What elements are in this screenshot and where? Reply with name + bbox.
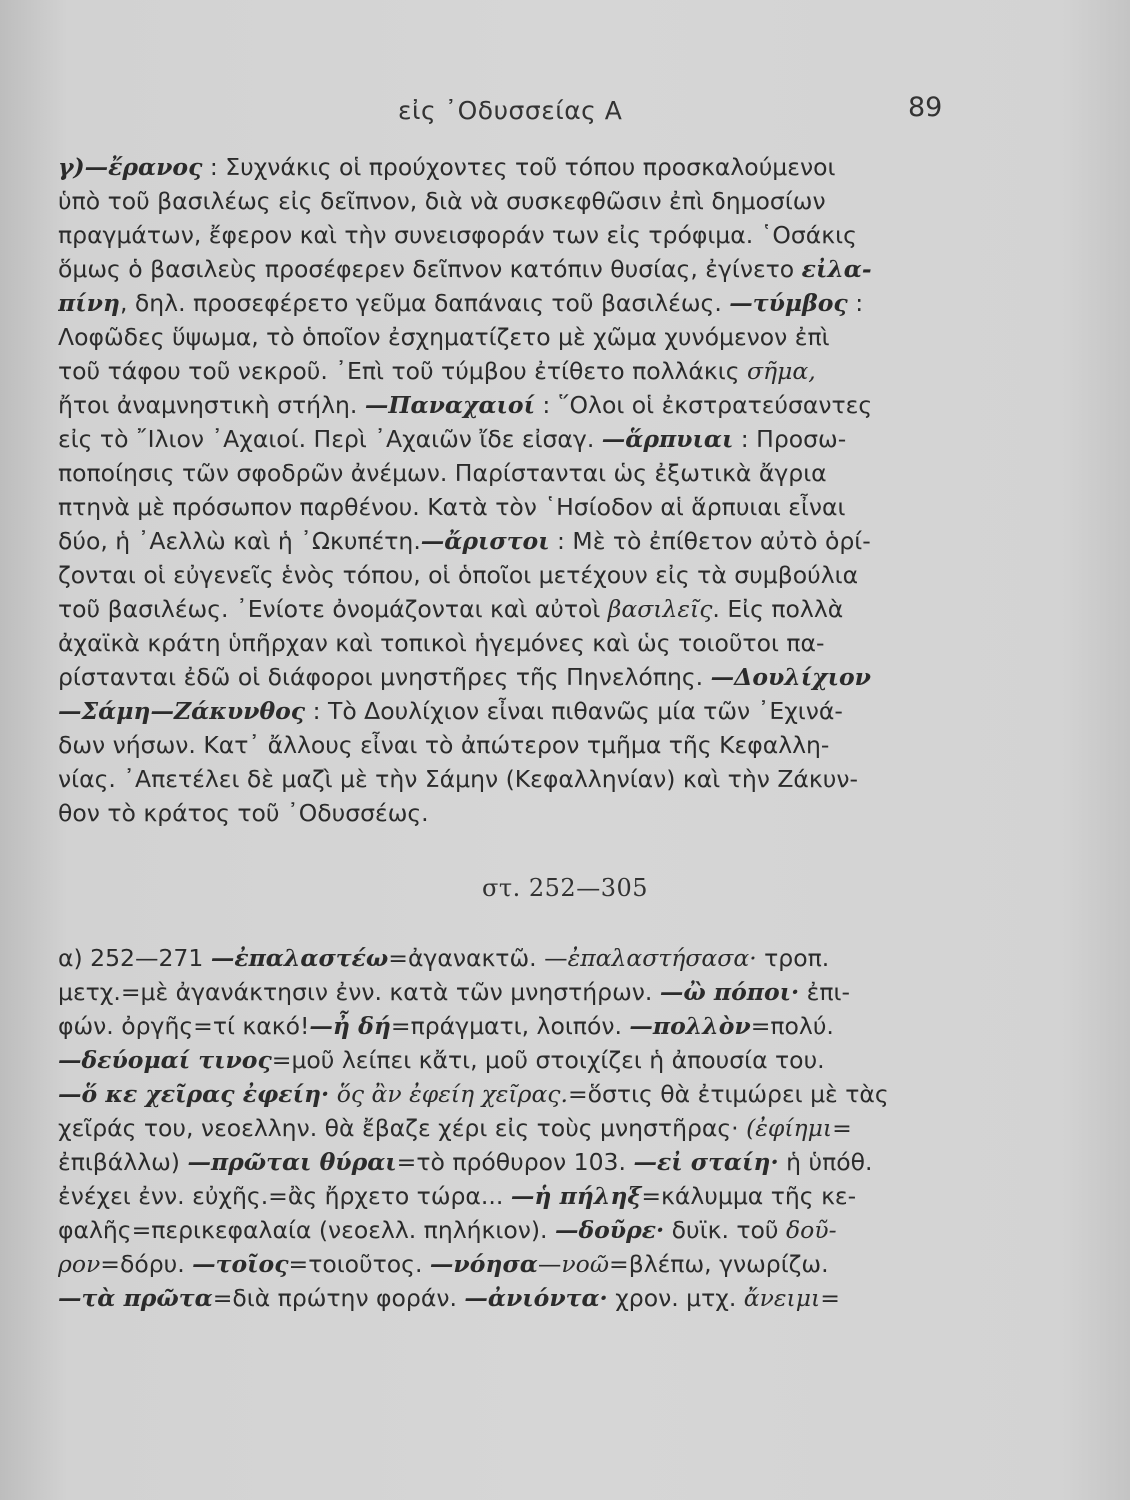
text-line xyxy=(58,320,978,354)
text-segment: χρον. μτχ. xyxy=(607,1284,744,1312)
text-segment: εἰς τὸ ῎Ιλιον ᾿Αχαιοί. Περὶ ᾿Αχαιῶν ἴδε εἰσαγ. xyxy=(58,425,602,453)
glossary-term: —Δουλίχιον xyxy=(710,663,871,691)
text-segment: =πολύ. xyxy=(750,1012,834,1040)
glossary-term: —νόησα xyxy=(429,1250,538,1278)
text-line xyxy=(58,626,978,660)
text-segment: — xyxy=(537,1250,562,1278)
text-segment: : ῞Ολοι οἱ ἐκστρατεύσαντες xyxy=(534,391,873,419)
text-segment: δων νήσων. Κατ᾿ ἄλλους εἶναι τὸ ἀπώτερον τμῆμα τῆς Κεφαλλη- xyxy=(58,731,830,759)
text-line xyxy=(58,354,978,388)
glossary-term: —ἅρπυιαι xyxy=(601,425,734,453)
text-line xyxy=(58,558,978,592)
text-segment: ρίστανται ἐδῶ οἱ διάφοροι μνηστῆρες τῆς Πηνελόπης. xyxy=(58,663,711,691)
glossary-term: —ὅ κε χεῖρας ἐφείη· xyxy=(58,1080,330,1108)
text-line xyxy=(58,184,978,218)
text-segment: πραγμάτων, ἔφερον καὶ τὴν συνεισφοράν των εἰς τρόφιμα. ῾Οσάκις xyxy=(58,221,857,249)
text-line xyxy=(58,524,978,558)
text-line xyxy=(58,252,978,286)
text-segment: =διὰ πρώτην φοράν. xyxy=(212,1284,465,1312)
text-segment: πτηνὰ μὲ πρόσωπον παρθένου. Κατὰ τὸν ῾Ησίοδον αἱ ἅρπυιαι εἶναι xyxy=(58,493,846,521)
commentary-section-2 xyxy=(58,941,978,1315)
text-line xyxy=(58,941,978,975)
glossary-term: —ἐπαλαστέω xyxy=(210,944,389,972)
italic-quote: ὅς ἂν ἐφείη χεῖρας. xyxy=(336,1080,568,1108)
text-line xyxy=(58,1179,978,1213)
glossary-term: πίνη xyxy=(58,289,120,317)
running-title: εἰς ᾿Οδυσσείας Α xyxy=(398,96,623,125)
glossary-term: —Σάμη—Ζάκυνθος xyxy=(58,697,306,725)
text-line xyxy=(58,728,978,762)
text-segment: =δόρυ. xyxy=(100,1250,193,1278)
text-segment: ζονται οἱ εὐγενεῖς ἑνὸς τόπου, οἱ ὁποῖοι μετέχουν εἰς τὰ συμβούλια xyxy=(58,561,859,589)
text-segment: : Προσω- xyxy=(733,425,847,453)
text-segment: . Εἰς πολλὰ xyxy=(712,595,844,623)
glossary-term: —πολλὸν xyxy=(629,1012,751,1040)
text-segment: νίας. ᾿Απετέλει δὲ μαζὶ μὲ τὴν Σάμην (Κεφαλληνίαν) καὶ τὴν Ζάκυν- xyxy=(58,765,858,793)
text-segment: ἐπιβάλλω) xyxy=(58,1148,188,1176)
text-segment: τοῦ τάφου τοῦ νεκροῦ. ᾿Επὶ τοῦ τύμβου ἐτίθετο πολλάκις xyxy=(58,357,747,385)
text-segment: =μοῦ λείπει κἄτι, μοῦ στοιχίζει ἡ ἀπουσία του. xyxy=(271,1046,825,1074)
glossary-term: γ)—ἔρανος xyxy=(58,153,203,181)
text-line xyxy=(58,286,978,320)
italic-quote: ἄνειμι= xyxy=(743,1284,840,1312)
glossary-term: —ἡ πήληξ xyxy=(510,1182,642,1210)
text-line xyxy=(58,388,978,422)
text-segment: : Μὲ τὸ ἐπίθετον αὐτὸ ὁρί- xyxy=(549,527,871,555)
text-segment: ἡ ὑπόθ. xyxy=(778,1148,873,1176)
text-segment: δύο, ἡ ᾿Αελλὼ καὶ ἡ ᾿Ωκυπέτη. xyxy=(58,527,421,555)
text-segment: φαλῆς=περικεφαλαία (νεοελλ. πηλήκιον). xyxy=(58,1216,555,1244)
text-line xyxy=(58,1077,978,1111)
text-segment: =πράγματι, λοιπόν. xyxy=(390,1012,630,1040)
glossary-term: εἰλα- xyxy=(801,255,872,283)
text-segment: φών. ὀργῆς=τί κακό! xyxy=(58,1012,310,1040)
glossary-term: —τοῖος xyxy=(192,1250,289,1278)
text-segment: Λοφῶδες ὕψωμα, τὸ ὁποῖον ἐσχηματίζετο μὲ χῶμα χυνόμενον ἐπὶ xyxy=(58,323,830,351)
text-segment: τροπ. xyxy=(756,944,830,972)
italic-quote: (ἐφίημι= xyxy=(746,1114,852,1142)
text-line xyxy=(58,1111,978,1145)
text-segment: χεῖράς του, νεοελλην. θὰ ἔβαζε χέρι εἰς τοὺς μνηστῆρας· xyxy=(58,1114,747,1142)
text-line xyxy=(58,490,978,524)
glossary-term: —δοῦρε· xyxy=(554,1216,665,1244)
glossary-term: —ἦ δή xyxy=(309,1012,391,1040)
text-segment: =τὸ πρόθυρον 103. xyxy=(396,1148,634,1176)
text-segment: ἤτοι ἀναμνηστικὴ στήλη. xyxy=(58,391,365,419)
text-line xyxy=(58,592,978,626)
text-segment: ὅμως ὁ βασιλεὺς προσέφερεν δεῖπνον κατόπιν θυσίας, ἐγίνετο xyxy=(58,255,802,283)
italic-quote: δοῦ- xyxy=(785,1216,837,1244)
text-line xyxy=(58,1009,978,1043)
text-line xyxy=(58,1043,978,1077)
page-header xyxy=(0,92,1130,132)
text-line xyxy=(58,762,978,796)
italic-quote: βασιλεῖς xyxy=(607,595,713,623)
section-heading: στ. 252—305 xyxy=(481,874,649,902)
text-segment: : Συχνάκις οἱ προύχοντες τοῦ τόπου προσκαλούμενοι xyxy=(202,153,836,181)
glossary-term: —ὢ πόποι· xyxy=(659,978,800,1006)
glossary-term: —τύμβος xyxy=(729,289,848,317)
text-line xyxy=(58,1247,978,1281)
text-segment: μετχ.=μὲ ἀγανάκτησιν ἐνν. κατὰ τῶν μνηστήρων. xyxy=(58,978,660,1006)
page-number: 89 xyxy=(908,92,943,123)
text-line xyxy=(58,1145,978,1179)
text-line xyxy=(58,1281,978,1315)
glossary-term: —δεύομαί τινος xyxy=(58,1046,272,1074)
italic-quote: ρον xyxy=(58,1250,101,1278)
text-segment: , δηλ. προσεφέρετο γεῦμα δαπάναις τοῦ βασιλέως. xyxy=(119,289,730,317)
text-segment: =ὅστις θὰ ἐτιμώρει μὲ τὰς xyxy=(567,1080,889,1108)
text-segment: =βλέπω, γνωρίζω. xyxy=(609,1250,829,1278)
text-line xyxy=(58,660,978,694)
text-segment: =ἀγανακτῶ. — xyxy=(388,944,568,972)
text-line xyxy=(58,694,978,728)
text-segment: ἐνέχει ἐνν. εὐχῆς.=ἂς ἤρχετο τώρα... xyxy=(58,1182,511,1210)
italic-quote: νοῶ xyxy=(561,1250,609,1278)
text-line xyxy=(58,150,978,184)
glossary-term: —πρῶται θύραι xyxy=(187,1148,397,1176)
glossary-term: —ἀνιόντα· xyxy=(464,1284,608,1312)
text-segment: : Τὸ Δουλίχιον εἶναι πιθανῶς μία τῶν ᾿Εχινά- xyxy=(305,697,843,725)
text-line xyxy=(58,1213,978,1247)
text-segment xyxy=(329,1080,336,1108)
text-line xyxy=(58,422,978,456)
text-segment: : xyxy=(847,289,864,317)
glossary-term: —Παναχαιοί xyxy=(364,391,535,419)
text-segment: ἀχαϊκὰ κράτη ὑπῆρχαν καὶ τοπικοὶ ἡγεμόνες καὶ ὡς τοιοῦτοι πα- xyxy=(58,629,825,657)
text-segment: τοῦ βασιλέως. ᾿Ενίοτε ὀνομάζονται καὶ αὐτοὶ xyxy=(58,595,608,623)
text-line xyxy=(58,975,978,1009)
glossary-term: —ἄριστοι xyxy=(420,527,550,555)
italic-quote: ἐπαλαστήσασα· xyxy=(567,944,757,972)
text-line xyxy=(58,456,978,490)
text-segment: θον τὸ κράτος τοῦ ᾿Οδυσσέως. xyxy=(58,799,429,827)
italic-quote: σῆμα, xyxy=(746,357,816,385)
text-segment: ποποίησις τῶν σφοδρῶν ἀνέμων. Παρίστανται ὡς ἐξωτικὰ ἄγρια xyxy=(58,459,827,487)
text-segment: δυϊκ. τοῦ xyxy=(664,1216,786,1244)
glossary-term: —τὰ πρῶτα xyxy=(58,1284,213,1312)
text-segment: ὑπὸ τοῦ βασιλέως εἰς δεῖπνον, διὰ νὰ συσκεφθῶσιν ἐπὶ δημοσίων xyxy=(58,187,826,215)
text-segment: =κάλυμμα τῆς κε- xyxy=(641,1182,857,1210)
text-line xyxy=(58,796,978,830)
commentary-section-1 xyxy=(58,150,978,830)
text-segment: α) 252—271 xyxy=(58,944,211,972)
glossary-term: —εἰ σταίη· xyxy=(633,1148,779,1176)
text-line xyxy=(58,218,978,252)
text-segment: ἐπι- xyxy=(799,978,850,1006)
text-segment: =τοιοῦτος. xyxy=(288,1250,430,1278)
